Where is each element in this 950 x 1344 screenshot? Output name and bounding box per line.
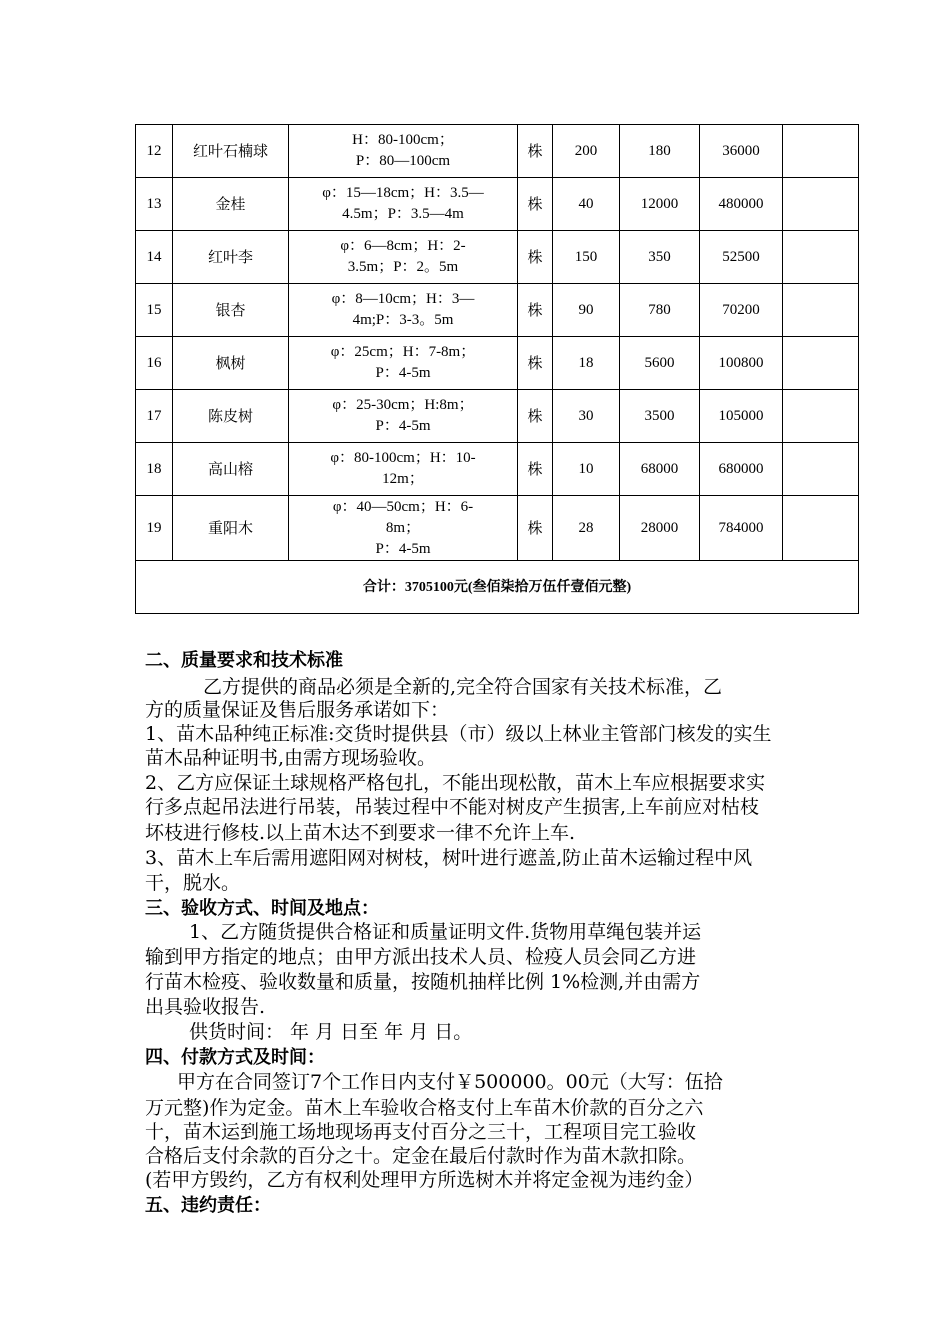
section-2-heading: 二、质量要求和技术标准 [145, 650, 343, 671]
table-row [136, 443, 859, 496]
para-line: 万元整)作为定金。苗木上车验收合格支付上车苗木价款的百分之六 [145, 1097, 704, 1119]
cell-name: 银杏 [173, 284, 289, 337]
para-line: 十，苗木运到施工场地现场再支付百分之三十，工程项目完工验收 [145, 1121, 697, 1143]
cell-remark [783, 496, 859, 561]
cell-price: 350 [620, 231, 700, 284]
cell-amount: 52500 [700, 231, 783, 284]
cell-price: 3500 [620, 390, 700, 443]
cell-price: 5600 [620, 337, 700, 390]
cell-no: 14 [136, 231, 173, 284]
cell-amount: 480000 [700, 178, 783, 231]
para-line: 苗木品种证明书,由需方现场验收。 [145, 747, 437, 769]
cell-no: 13 [136, 178, 173, 231]
cell-name: 红叶李 [173, 231, 289, 284]
cell-spec: φ：80-100cm；H：10- 12m； [289, 443, 518, 496]
cell-price: 68000 [620, 443, 700, 496]
para-line: 甲方在合同签订7个工作日内支付￥500000。00元（大写：伍拾 [177, 1071, 723, 1093]
cell-remark [783, 125, 859, 178]
cell-name: 枫树 [173, 337, 289, 390]
para-line: 坏枝进行修枝.以上苗木达不到要求一律不允许上车. [145, 822, 576, 844]
cell-qty: 40 [553, 178, 620, 231]
table-row [136, 125, 859, 178]
para-line: 干，脱水。 [145, 872, 241, 894]
cell-no: 17 [136, 390, 173, 443]
cell-qty: 200 [553, 125, 620, 178]
cell-amount: 100800 [700, 337, 783, 390]
cell-qty: 10 [553, 443, 620, 496]
cell-spec: φ：8—10cm；H：3— 4m;P：3-3。5m [289, 284, 518, 337]
cell-unit: 株 [518, 231, 553, 284]
cell-name: 金桂 [173, 178, 289, 231]
para-line: 1、乙方随货提供合格证和质量证明文件.货物用草绳包装并运 [189, 921, 702, 943]
cell-no: 18 [136, 443, 173, 496]
cell-price: 12000 [620, 178, 700, 231]
cell-amount: 784000 [700, 496, 783, 561]
para-line: (若甲方毁约，乙方有权利处理甲方所选树木并将定金视为违约金） [145, 1169, 704, 1191]
cell-unit: 株 [518, 178, 553, 231]
cell-unit: 株 [518, 284, 553, 337]
para-line: 1、苗木品种纯正标准:交货时提供县（市）级以上林业主管部门核发的实生 [145, 723, 772, 745]
cell-name: 重阳木 [173, 496, 289, 561]
cell-remark [783, 390, 859, 443]
para-line: 输到甲方指定的地点；由甲方派出技术人员、检疫人员会同乙方进 [145, 946, 697, 968]
cell-name: 陈皮树 [173, 390, 289, 443]
cell-spec: φ：6—8cm；H：2- 3.5m；P：2。5m [289, 231, 518, 284]
cell-amount: 680000 [700, 443, 783, 496]
section-5-heading: 五、违约责任： [145, 1195, 271, 1216]
cell-remark [783, 178, 859, 231]
cell-remark [783, 443, 859, 496]
table-row [136, 337, 859, 390]
cell-amount: 70200 [700, 284, 783, 337]
cell-amount: 105000 [700, 390, 783, 443]
cell-no: 16 [136, 337, 173, 390]
cell-name: 红叶石楠球 [173, 125, 289, 178]
cell-spec: φ：25-30cm；H:8m； P：4-5m [289, 390, 518, 443]
cell-price: 780 [620, 284, 700, 337]
cell-qty: 28 [553, 496, 620, 561]
cell-name: 高山榕 [173, 443, 289, 496]
para-line: 合格后支付余款的百分之十。定金在最后付款时作为苗木款扣除。 [145, 1145, 697, 1167]
cell-qty: 90 [553, 284, 620, 337]
cell-spec: φ：40—50cm；H：6- 8m； P：4-5m [289, 496, 518, 561]
cell-remark [783, 284, 859, 337]
cell-remark [783, 231, 859, 284]
supply-time-line: 供货时间： 年 月 日至 年 月 日。 [189, 1021, 473, 1043]
table-row [136, 284, 859, 337]
cell-price: 180 [620, 125, 700, 178]
cell-spec: H：80-100cm； P：80—100cm [289, 125, 518, 178]
cell-amount: 36000 [700, 125, 783, 178]
seedling-price-table [135, 124, 859, 614]
cell-spec: φ：15—18cm；H：3.5— 4.5m；P：3.5—4m [289, 178, 518, 231]
cell-no: 19 [136, 496, 173, 561]
para-line: 行苗木检疫、验收数量和质量，按随机抽样比例 1%检测,并由需方 [145, 971, 701, 993]
table-row [136, 178, 859, 231]
para-line: 3、苗木上车后需用遮阳网对树枝，树叶进行遮盖,防止苗木运输过程中风 [145, 847, 753, 869]
cell-unit: 株 [518, 496, 553, 561]
para-line: 方的质量保证及售后服务承诺如下： [145, 699, 450, 721]
cell-unit: 株 [518, 337, 553, 390]
section-3-heading: 三、验收方式、时间及地点： [145, 898, 379, 919]
cell-unit: 株 [518, 390, 553, 443]
cell-remark [783, 337, 859, 390]
cell-unit: 株 [518, 443, 553, 496]
cell-unit: 株 [518, 125, 553, 178]
cell-no: 15 [136, 284, 173, 337]
table-row [136, 231, 859, 284]
para-line: 2、乙方应保证土球规格严格包扎，不能出现松散，苗木上车应根据要求实 [145, 772, 766, 794]
section-4-heading: 四、付款方式及时间： [145, 1047, 325, 1068]
para-line: 乙方提供的商品必须是全新的,完全符合国家有关技术标准，乙 [203, 676, 723, 698]
cell-no: 12 [136, 125, 173, 178]
cell-qty: 18 [553, 337, 620, 390]
cell-spec: φ：25cm；H：7-8m； P：4-5m [289, 337, 518, 390]
para-line: 行多点起吊法进行吊装，吊装过程中不能对树皮产生损害,上车前应对枯枝 [145, 796, 760, 818]
table-row [136, 390, 859, 443]
cell-qty: 30 [553, 390, 620, 443]
cell-price: 28000 [620, 496, 700, 561]
table-row [136, 496, 859, 561]
cell-qty: 150 [553, 231, 620, 284]
para-line: 出具验收报告. [145, 996, 266, 1018]
total-cell: 合计：3705100元(叁佰柒拾万伍仟壹佰元整) [136, 561, 859, 614]
